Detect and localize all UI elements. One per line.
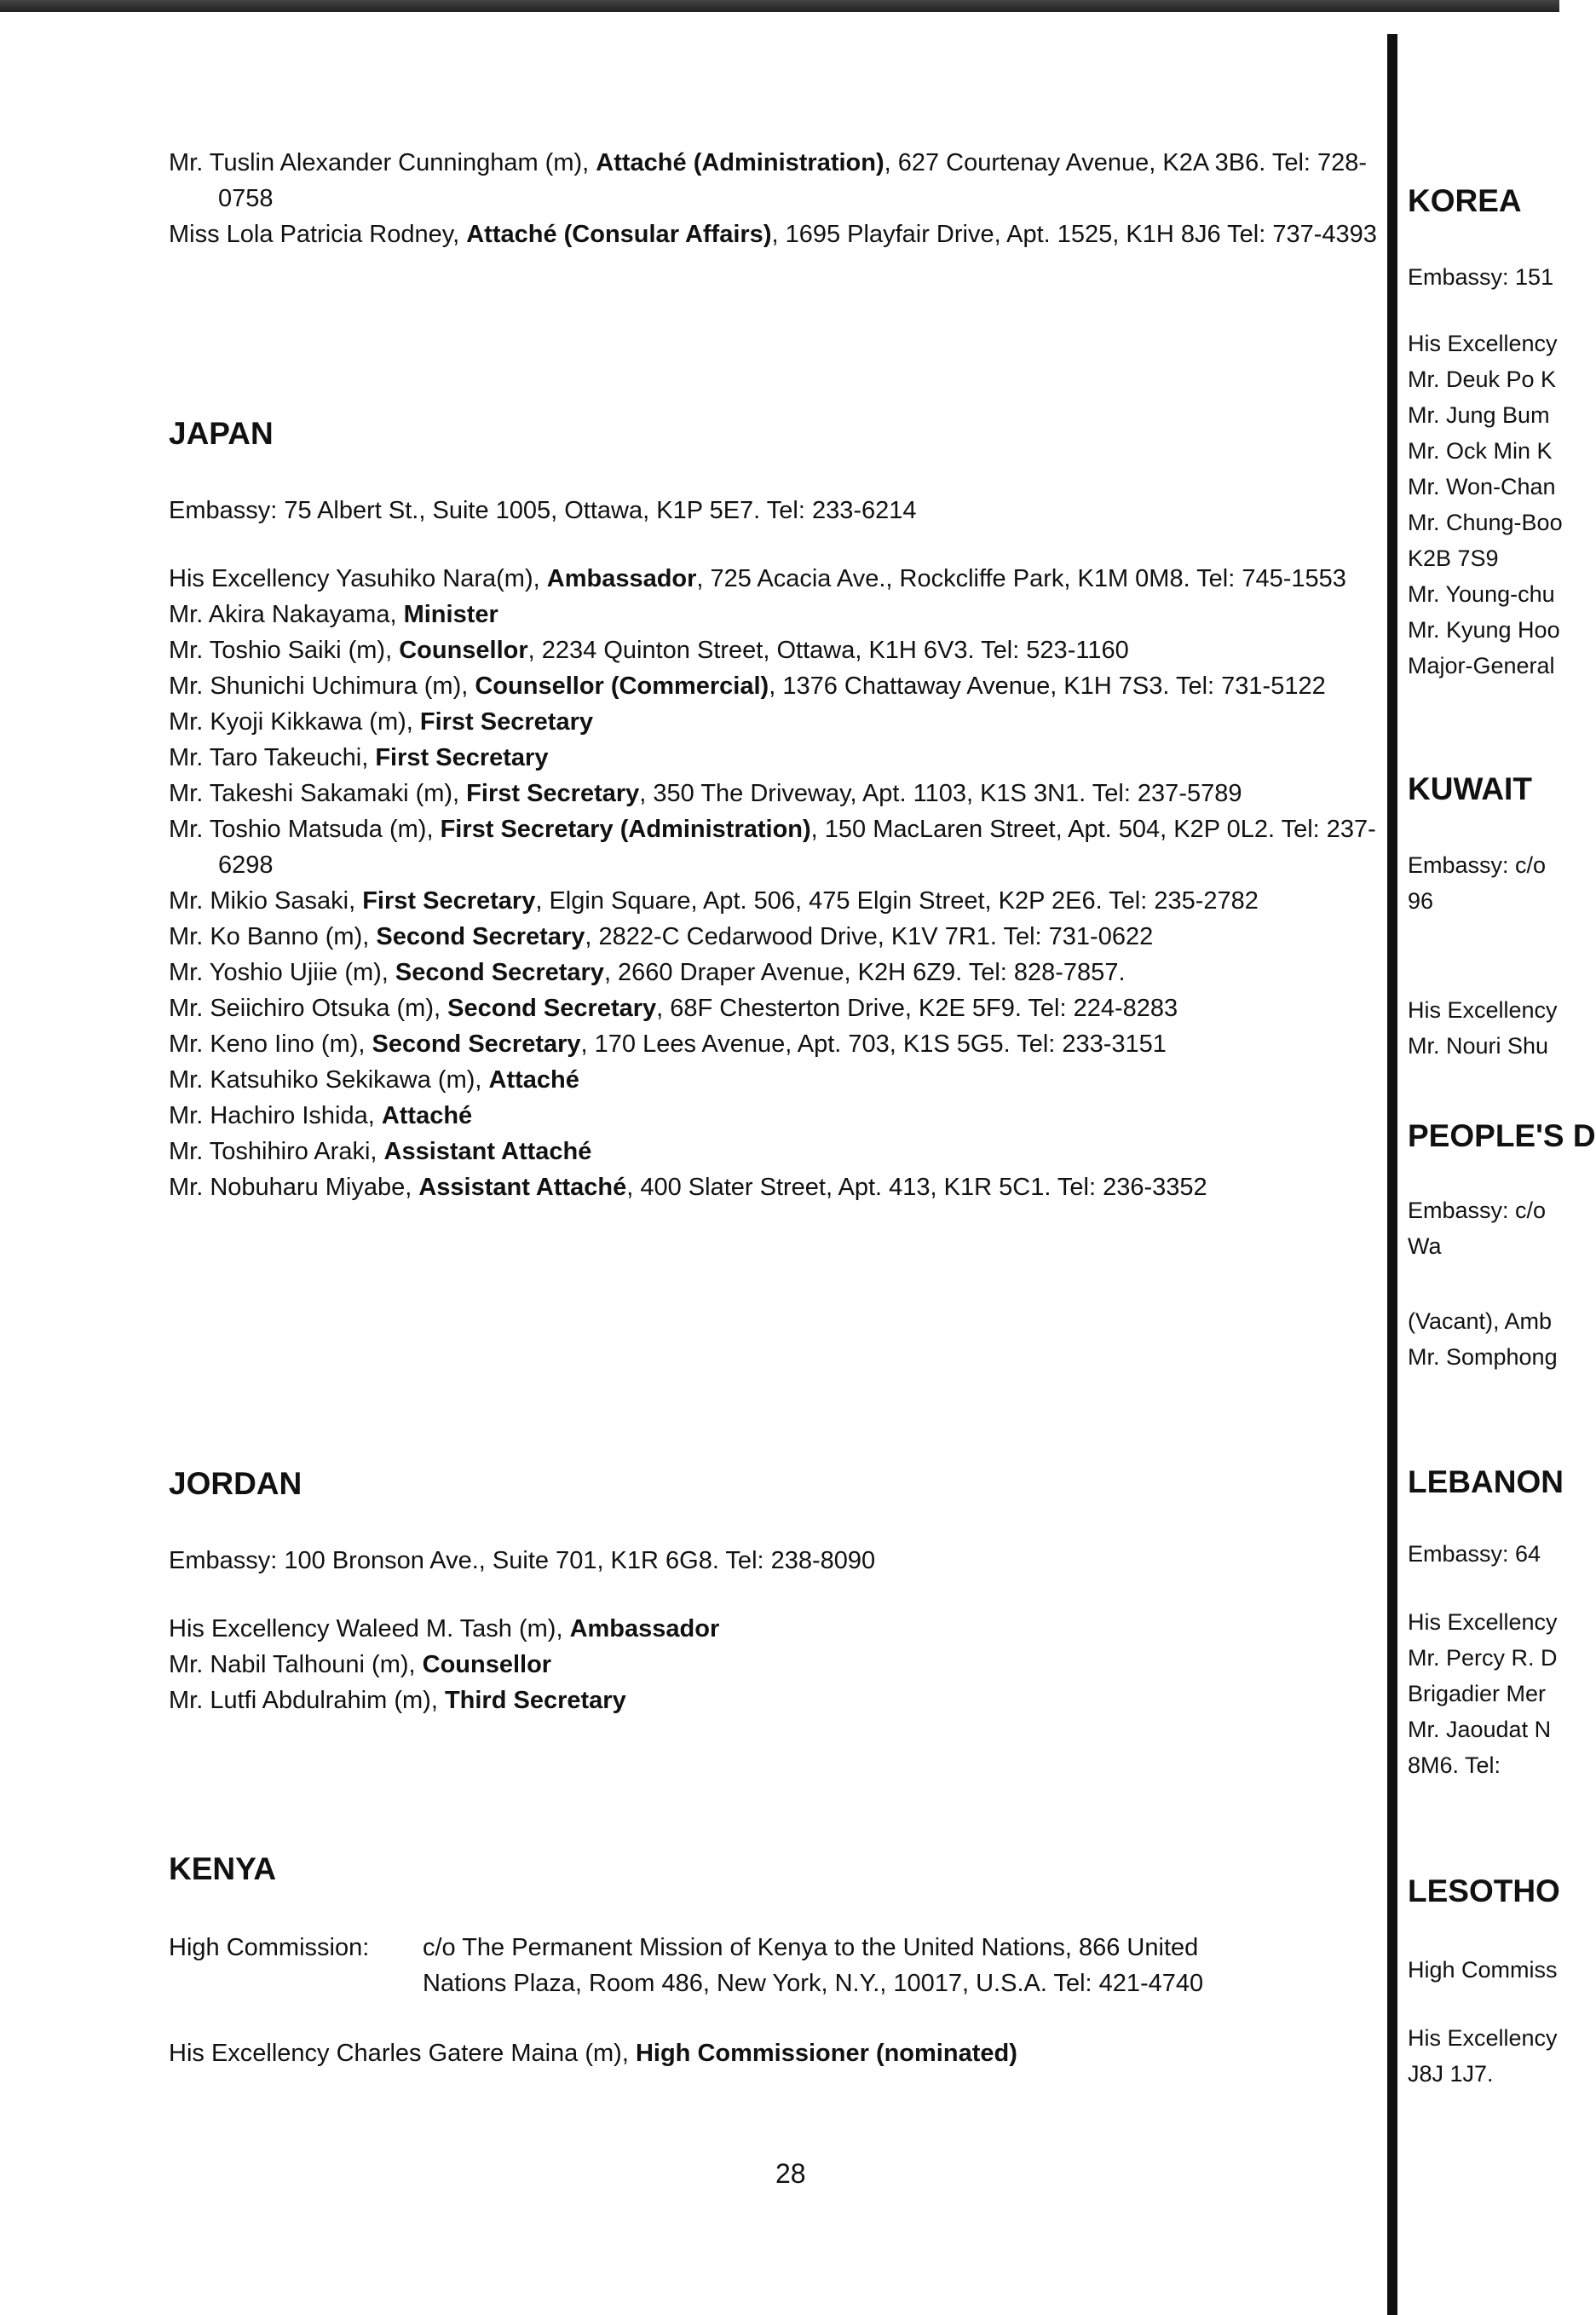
staff-entry: [169, 883, 1379, 919]
staff-name: Miss Lola Patricia Rodney,: [169, 221, 467, 248]
clipped-line: Mr. Jung Bum: [1408, 402, 1550, 428]
staff-name: Mr. Tuslin Alexander Cunningham (m),: [169, 149, 596, 176]
staff-name: Mr. Shunichi Uchimura (m),: [169, 673, 475, 700]
clipped-line: J8J 1J7.: [1408, 2061, 1494, 2087]
kenya-staff-list: [169, 2035, 1379, 2071]
clipped-line: Embassy: c/o: [1408, 1198, 1547, 1223]
staff-title: Second Secretary: [372, 1030, 581, 1058]
clipped-line: High Commiss: [1408, 1957, 1558, 1983]
staff-name: Mr. Takeshi Sakamaki (m),: [169, 780, 467, 807]
clipped-country-heading: LESOTHO: [1408, 1873, 1560, 1908]
staff-entry: [169, 1098, 1379, 1134]
clipped-line: Mr. Young-chu: [1408, 581, 1555, 607]
staff-name: Mr. Nobuharu Miyabe,: [169, 1174, 419, 1201]
staff-address: , 350 The Driveway, Apt. 1103, K1S 3N1. Tel: 237-5789: [639, 780, 1242, 807]
staff-title: Assistant Attaché: [418, 1174, 627, 1201]
staff-name: Mr. Mikio Sasaki,: [169, 887, 363, 915]
clipped-line: Major-General: [1408, 653, 1555, 678]
clipped-line: 96: [1408, 888, 1434, 914]
staff-name: Mr. Kyoji Kikkawa (m),: [169, 708, 420, 736]
country-heading-jordan: JORDAN: [169, 1466, 302, 1501]
clipped-line: Mr. Won-Chan: [1408, 474, 1556, 499]
staff-name: His Excellency Charles Gatere Maina (m),: [169, 2040, 636, 2067]
clipped-line: Mr. Deuk Po K: [1408, 367, 1557, 392]
staff-title: First Secretary: [466, 780, 640, 807]
clipped-line: His Excellency: [1408, 997, 1558, 1023]
staff-name: Mr. Taro Takeuchi,: [169, 744, 376, 771]
staff-title: Counsellor: [422, 1651, 552, 1678]
staff-title: Counsellor (Commercial): [475, 673, 769, 700]
staff-title: First Secretary: [362, 887, 536, 915]
staff-title: First Secretary: [419, 708, 593, 736]
staff-entry: [169, 955, 1379, 990]
hc-address-line-2: Nations Plaza, Room 486, New York, N.Y., 10017, U.S.A. Tel: 421-4740: [423, 1970, 1204, 1997]
clipped-country-heading: LEBANON: [1408, 1464, 1564, 1499]
staff-entry: [169, 668, 1379, 704]
staff-title: Counsellor: [399, 637, 528, 664]
clipped-country-heading: KUWAIT: [1408, 771, 1532, 806]
clipped-line: Mr. Somphong: [1408, 1344, 1558, 1370]
clipped-line: Mr. Jaoudat N: [1408, 1717, 1552, 1742]
staff-address: , 1695 Playfair Drive, Apt. 1525, K1H 8J6 Tel: 737-4393: [771, 221, 1377, 248]
hc-address-line-1: c/o The Permanent Mission of Kenya to the United Nations, 866 United: [423, 1934, 1199, 1961]
staff-title: Attaché (Consular Affairs): [466, 221, 772, 248]
clipped-country-heading: KOREA: [1408, 183, 1522, 218]
staff-address: , 2234 Quinton Street, Ottawa, K1H 6V3. Tel: 523-1160: [527, 637, 1129, 664]
staff-name: Mr. Keno Iino (m),: [169, 1030, 372, 1058]
clipped-line: Wa: [1408, 1233, 1442, 1259]
clipped-line: Mr. Nouri Shu: [1408, 1033, 1549, 1059]
clipped-line: 8M6. Tel:: [1408, 1752, 1501, 1778]
staff-title: Ambassador: [546, 565, 697, 592]
scan-top-edge: [0, 0, 1559, 12]
staff-title: Minister: [403, 601, 498, 628]
japan-embassy: Embassy: 75 Albert St., Suite 1005, Ottawa, K1P 5E7. Tel: 233-6214: [169, 497, 917, 524]
staff-name: Mr. Lutfi Abdulrahim (m),: [169, 1687, 445, 1714]
staff-name: Mr. Toshihiro Araki,: [169, 1138, 384, 1165]
staff-name: Mr. Nabil Talhouni (m),: [169, 1651, 423, 1678]
page-number: 28: [775, 2158, 806, 2189]
clipped-line: Embassy: c/o: [1408, 852, 1547, 878]
clipped-line: Mr. Ock Min K: [1408, 438, 1553, 464]
staff-title: First Secretary (Administration): [440, 816, 811, 843]
staff-entry: [169, 1169, 1379, 1205]
staff-name: Mr. Katsuhiko Sekikawa (m),: [169, 1066, 489, 1094]
staff-address: , 150 MacLaren Street, Apt. 504, K2P 0L2. Tel: 237-6298: [218, 816, 1376, 879]
staff-address: , 1376 Chattaway Avenue, K1H 7S3. Tel: 731-5122: [769, 673, 1326, 700]
staff-entry: [169, 1611, 1379, 1647]
staff-address: , 627 Courtenay Avenue, K2A 3B6. Tel: 728-0758: [218, 149, 1368, 212]
staff-name: Mr. Seiichiro Otsuka (m),: [169, 995, 448, 1022]
staff-entry: [169, 2035, 1379, 2071]
country-heading-japan: JAPAN: [169, 416, 274, 451]
staff-entry: [169, 1026, 1379, 1062]
staff-entry: [169, 811, 1379, 883]
staff-entry: [169, 1683, 1379, 1718]
staff-title: Attaché (Administration): [596, 149, 884, 176]
clipped-line: Mr. Percy R. D: [1408, 1645, 1558, 1671]
clipped-line: His Excellency: [1408, 1609, 1558, 1635]
staff-name: Mr. Yoshio Ujiie (m),: [169, 959, 395, 986]
staff-name: His Excellency Yasuhiko Nara(m),: [169, 565, 547, 592]
staff-name: His Excellency Waleed M. Tash (m),: [169, 1615, 570, 1642]
staff-entry: [169, 145, 1379, 216]
clipped-line: His Excellency: [1408, 331, 1558, 356]
staff-name: Mr. Toshio Matsuda (m),: [169, 816, 441, 843]
staff-title: Second Secretary: [447, 995, 657, 1022]
next-page-clipped: [1397, 0, 1596, 2315]
clipped-line: Embassy: 151: [1408, 264, 1554, 290]
staff-entry: [169, 1647, 1379, 1683]
staff-entry: [169, 776, 1379, 811]
staff-title: Attaché: [488, 1066, 579, 1094]
hc-label: High Commission:: [169, 1934, 370, 1961]
staff-title: Assistant Attaché: [383, 1138, 592, 1165]
staff-title: Ambassador: [569, 1615, 720, 1642]
country-heading-kenya: KENYA: [169, 1851, 277, 1886]
staff-name: Mr. Ko Banno (m),: [169, 923, 377, 950]
staff-title: Second Secretary: [376, 923, 585, 950]
clipped-line: His Excellency: [1408, 2025, 1558, 2051]
staff-address: , Elgin Square, Apt. 506, 475 Elgin Street, K2P 2E6. Tel: 235-2782: [535, 887, 1259, 915]
staff-title: First Secretary: [375, 744, 549, 771]
clipped-line: Brigadier Mer: [1408, 1681, 1547, 1706]
staff-entry: [169, 740, 1379, 776]
staff-entry: [169, 561, 1379, 597]
staff-address: , 2660 Draper Avenue, K2H 6Z9. Tel: 828-7857.: [603, 959, 1126, 986]
clipped-line: Embassy: 64: [1408, 1541, 1541, 1567]
staff-entry: [169, 216, 1379, 252]
staff-entry: [169, 919, 1379, 955]
staff-address: , 400 Slater Street, Apt. 413, K1R 5C1. Tel: 236-3352: [626, 1174, 1207, 1201]
clipped-country-heading: PEOPLE'S D: [1408, 1118, 1596, 1153]
clipped-line: K2B 7S9: [1408, 546, 1499, 571]
staff-entry: [169, 1134, 1379, 1169]
japan-staff-list: [169, 561, 1379, 1205]
staff-name: Mr. Hachiro Ishida,: [169, 1102, 382, 1129]
pre-list: [169, 145, 1379, 252]
kenya-high-commission: [169, 1930, 1379, 2001]
staff-title: Attaché: [381, 1102, 473, 1129]
staff-name: Mr. Toshio Saiki (m),: [169, 637, 400, 664]
staff-entry: [169, 990, 1379, 1026]
staff-address: , 68F Chesterton Drive, K2E 5F9. Tel: 224-8283: [656, 995, 1178, 1022]
staff-title: Third Secretary: [444, 1687, 626, 1714]
staff-entry: [169, 597, 1379, 632]
staff-address: , 725 Acacia Ave., Rockcliffe Park, K1M 0M8. Tel: 745-1553: [696, 565, 1346, 592]
page-gutter: [1387, 34, 1397, 2315]
staff-address: , 170 Lees Avenue, Apt. 703, K1S 5G5. Tel: 233-3151: [580, 1030, 1167, 1058]
jordan-embassy: Embassy: 100 Bronson Ave., Suite 701, K1R 6G8. Tel: 238-8090: [169, 1547, 876, 1574]
staff-entry: [169, 632, 1379, 668]
clipped-line: Mr. Kyung Hoo: [1408, 617, 1560, 643]
staff-entry: [169, 704, 1379, 740]
staff-entry: [169, 1062, 1379, 1098]
clipped-line: (Vacant), Amb: [1408, 1308, 1553, 1334]
staff-title: Second Secretary: [395, 959, 604, 986]
staff-title: High Commissioner (nominated): [635, 2040, 1017, 2067]
clipped-line: Mr. Chung-Boo: [1408, 510, 1563, 535]
jordan-staff-list: [169, 1611, 1379, 1718]
staff-name: Mr. Akira Nakayama,: [169, 601, 404, 628]
staff-address: , 2822-C Cedarwood Drive, K1V 7R1. Tel: 731-0622: [585, 923, 1154, 950]
